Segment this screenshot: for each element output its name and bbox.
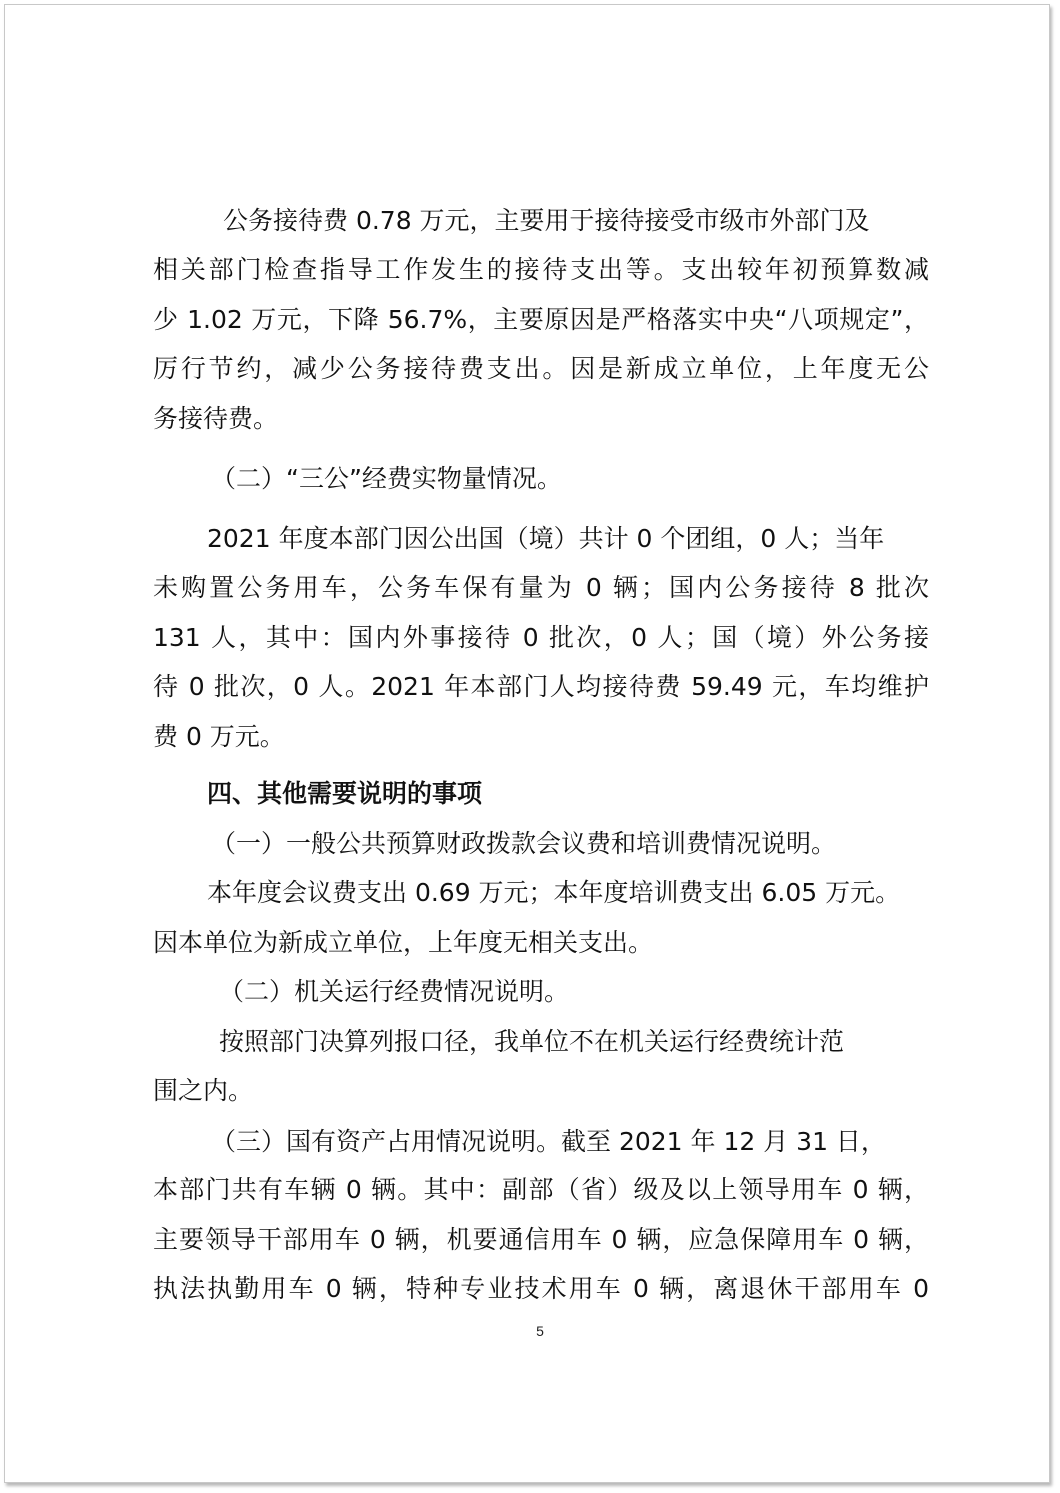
paragraph-line: 少 1.02 万元，下降 56.7%，主要原因是严格落实中央“八项规定”， bbox=[153, 305, 929, 334]
paragraph-line: 2021 年度本部门因公出国（境）共计 0 个团组，0 人；当年 bbox=[207, 524, 885, 553]
subsection-heading: （三）国有资产占用情况说明。截至 2021 年 12 月 31 日， bbox=[211, 1127, 886, 1156]
paragraph-line: 主要领导干部用车 0 辆，机要通信用车 0 辆，应急保障用车 0 辆， bbox=[153, 1225, 929, 1254]
paragraph-line: 费 0 万元。 bbox=[153, 722, 285, 751]
paragraph-line: 未购置公务用车，公务车保有量为 0 辆；国内公务接待 8 批次 bbox=[153, 573, 929, 602]
paragraph-line: 本年度会议费支出 0.69 万元；本年度培训费支出 6.05 万元。 bbox=[207, 878, 901, 907]
paragraph-line: 公务接待费 0.78 万元，主要用于接待接受市级市外部门及 bbox=[223, 206, 870, 235]
section-heading: 四、其他需要说明的事项 bbox=[207, 779, 483, 808]
paragraph-line: 相关部门检查指导工作发生的接待支出等。支出较年初预算数减 bbox=[153, 255, 929, 284]
document-page bbox=[4, 4, 1050, 1483]
paragraph-line: 执法执勤用车 0 辆，特种专业技术用车 0 辆，离退休干部用车 0 bbox=[153, 1274, 929, 1303]
paragraph-line: 按照部门决算列报口径，我单位不在机关运行经费统计范 bbox=[219, 1027, 845, 1056]
paragraph-line: 本部门共有车辆 0 辆。其中：副部（省）级及以上领导用车 0 辆， bbox=[153, 1175, 929, 1204]
section-heading: （二）“三公”经费实物量情况。 bbox=[211, 464, 562, 493]
paragraph-line: 务接待费。 bbox=[153, 404, 279, 433]
page-number: 5 bbox=[536, 1323, 544, 1339]
paragraph-line: 待 0 批次，0 人。2021 年本部门人均接待费 59.49 元，车均维护 bbox=[153, 672, 929, 701]
paragraph-line: 因本单位为新成立单位，上年度无相关支出。 bbox=[153, 928, 654, 957]
paragraph-line: 厉行节约，减少公务接待费支出。因是新成立单位，上年度无公 bbox=[153, 354, 929, 383]
subsection-heading: （一）一般公共预算财政拨款会议费和培训费情况说明。 bbox=[211, 829, 837, 858]
subsection-heading: （二）机关运行经费情况说明。 bbox=[219, 977, 570, 1006]
paragraph-line: 131 人，其中：国内外事接待 0 批次，0 人；国（境）外公务接 bbox=[153, 623, 929, 652]
paragraph-line: 围之内。 bbox=[153, 1076, 254, 1105]
